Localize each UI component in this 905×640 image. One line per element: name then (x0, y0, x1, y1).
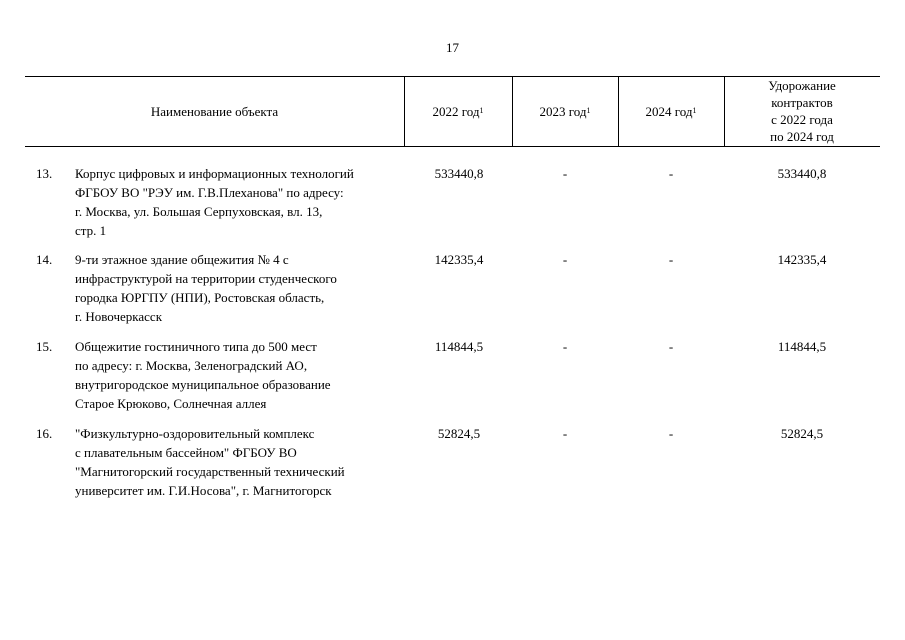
row-value-2022: 52824,5 (437, 426, 481, 441)
header-cost-increase-line: с 2022 года (771, 112, 833, 127)
row-name-line: по адресу: г. Москва, Зеленоградский АО, (75, 358, 308, 373)
row-value-2024: - (668, 166, 674, 181)
row-value-increase: 533440,8 (777, 166, 827, 181)
row-object-name (75, 164, 415, 240)
row-value-increase: 52824,5 (780, 426, 824, 441)
row-number: 13. (36, 166, 53, 181)
table-header-bottom-rule (25, 146, 880, 147)
row-name-line: г. Москва, ул. Большая Серпуховская, вл. 13, (75, 204, 323, 219)
header-year-2024: 2024 год 1 (645, 103, 697, 119)
row-name-line: "Физкультурно-оздоровительный комплекс (75, 426, 315, 441)
row-value-increase: 114844,5 (777, 339, 827, 354)
header-cost-increase-line: по 2024 год (770, 129, 834, 144)
header-object-name (25, 76, 404, 146)
row-value-increase: 142335,4 (777, 252, 827, 267)
row-value-2024: - (668, 426, 674, 441)
row-name-line: ФГБОУ ВО "РЭУ им. Г.В.Плеханова" по адресу: (75, 185, 344, 200)
row-name-line: "Магнитогорский государственный технический (75, 464, 345, 479)
row-value-2023: - (562, 426, 568, 441)
header-cost-increase-line: контрактов (771, 95, 833, 110)
row-object-name (75, 337, 415, 413)
header-year-2023: 2023 год 1 (539, 103, 591, 119)
row-name-line: городка ЮРГПУ (НПИ), Ростовская область, (75, 290, 325, 305)
row-value-2024: - (668, 339, 674, 354)
header-year-2022: 2022 год 1 (432, 103, 484, 119)
row-name-line: Старое Крюково, Солнечная аллея (75, 396, 267, 411)
row-value-2023: - (562, 252, 568, 267)
row-number: 16. (36, 426, 53, 441)
row-value-2024: - (668, 252, 674, 267)
row-object-name (75, 250, 415, 326)
row-name-line: Общежитие гостиничного типа до 500 мест (75, 339, 317, 354)
header-object-name-label: Наименование объекта (150, 103, 279, 119)
row-number: 14. (36, 252, 53, 267)
header-cost-increase (724, 76, 880, 146)
header-year-2023-label: 2023 год (539, 103, 587, 119)
page-number: 17 (446, 40, 459, 55)
row-name-line: внутригородское муниципальное образование (75, 377, 331, 392)
header-year-2024-label: 2024 год (645, 103, 693, 119)
row-value-2022: 142335,4 (434, 252, 484, 267)
row-name-line: Корпус цифровых и информационных технологий (75, 166, 354, 181)
header-cost-increase-line: Удорожание (768, 78, 836, 93)
row-value-2023: - (562, 166, 568, 181)
row-name-line: стр. 1 (75, 223, 107, 238)
row-value-2022: 114844,5 (434, 339, 484, 354)
row-object-name (75, 424, 415, 500)
row-number: 15. (36, 339, 53, 354)
row-name-line: 9-ти этажное здание общежития № 4 с (75, 252, 289, 267)
row-name-line: г. Новочеркасск (75, 309, 163, 324)
row-name-line: с плавательным бассейном" ФГБОУ ВО (75, 445, 297, 460)
row-value-2023: - (562, 339, 568, 354)
row-name-line: университет им. Г.И.Носова", г. Магнитогорск (75, 483, 332, 498)
row-value-2022: 533440,8 (434, 166, 484, 181)
row-name-line: инфраструктурой на территории студенческого (75, 271, 337, 286)
header-year-2022-label: 2022 год (432, 103, 480, 119)
